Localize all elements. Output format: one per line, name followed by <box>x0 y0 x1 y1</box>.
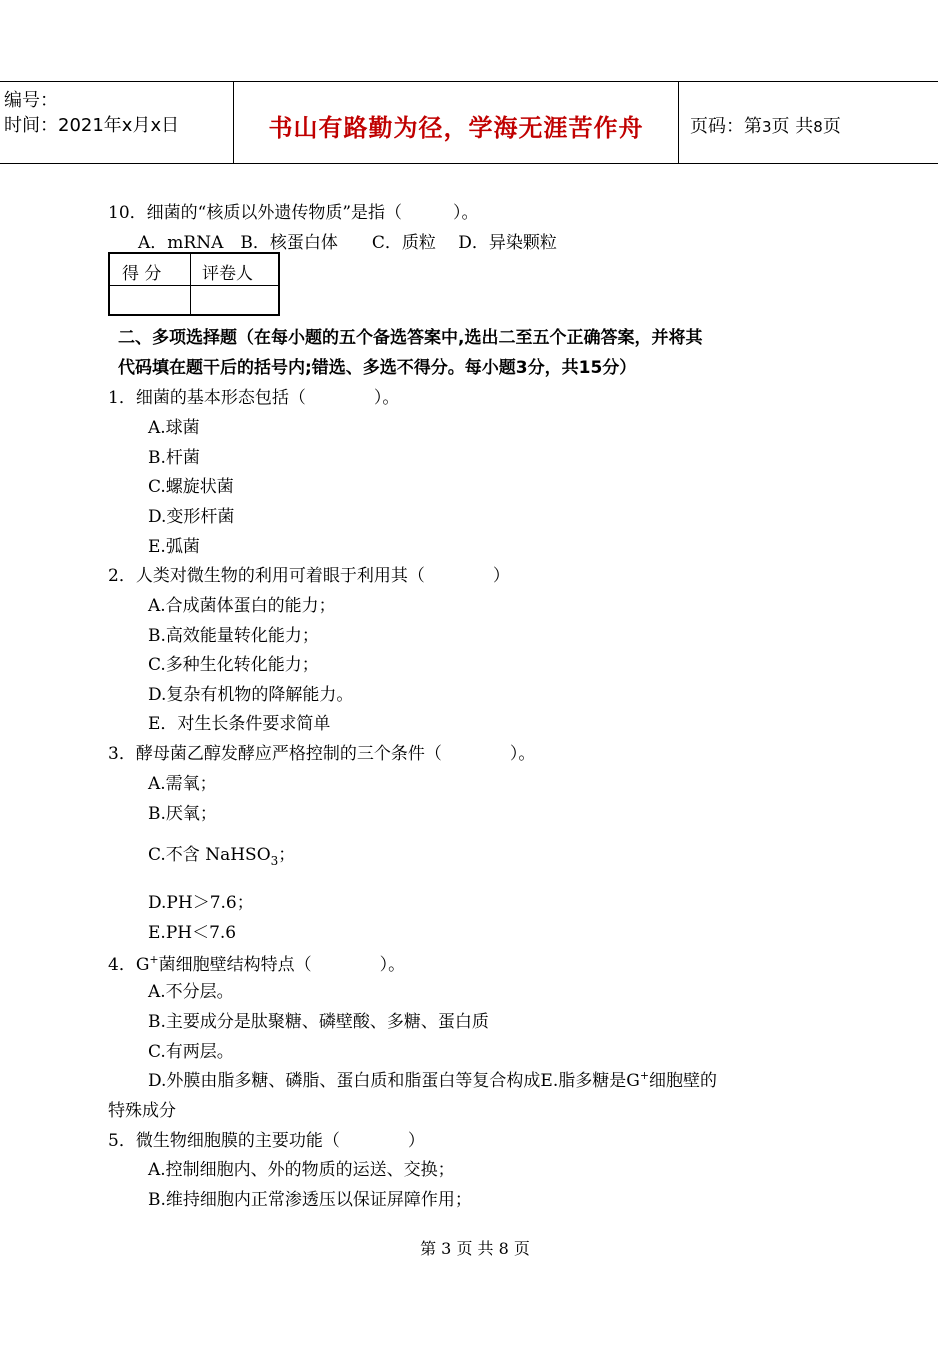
q3-option-b: B.厌氧； <box>148 804 217 824</box>
header-divider-right <box>678 82 679 163</box>
score-box <box>108 252 280 316</box>
q3-option-c <box>148 840 295 868</box>
q1-option-d: D.变形杆菌 <box>148 507 235 527</box>
grader-label: 评卷人 <box>202 264 253 284</box>
q4-option-d <box>148 1066 717 1091</box>
q1-stem: 1．细菌的基本形态包括（ ）。 <box>108 388 400 408</box>
page-suffix: 页 <box>822 116 841 137</box>
q2-option-d: D.复杂有机物的降解能力。 <box>148 685 354 705</box>
page-total: 8 <box>813 118 823 136</box>
header-page-number <box>690 112 841 138</box>
q2-option-a: A.合成菌体蛋白的能力； <box>148 596 336 616</box>
q10-stem: 10．细菌的“核质以外遗传物质”是指（ ）。 <box>108 203 479 223</box>
page-footer: 第 3 页 共 8 页 <box>420 1239 530 1258</box>
score-label: 得 分 <box>122 264 162 284</box>
q1-option-e: E.弧菌 <box>148 537 200 557</box>
q5-stem: 5．微生物细胞膜的主要功能（ ） <box>108 1131 425 1151</box>
q3-option-c-subscript: 3 <box>270 854 279 868</box>
q2-option-b: B.高效能量转化能力； <box>148 626 319 646</box>
q4-option-d-post: 细胞壁的 <box>649 1071 718 1091</box>
q4-option-a: A.不分层。 <box>148 982 234 1002</box>
page-num: 3 <box>762 118 772 136</box>
page-header <box>0 81 938 164</box>
q1-option-c: C.螺旋状菌 <box>148 477 234 497</box>
q3-option-e: E.PH＜7.6 <box>148 923 237 943</box>
q2-option-c: C.多种生化转化能力； <box>148 655 319 675</box>
header-meta <box>4 88 179 138</box>
section2-title-line1: 二、多项选择题（在每小题的五个备选答案中,选出二至五个正确答案，并将其 <box>118 328 703 348</box>
q5-option-b: B.维持细胞内正常渗透压以保证屏障作用； <box>148 1190 472 1210</box>
q10-options: A．mRNA B．核蛋白体 C．质粒 D．异染颗粒 <box>138 233 557 253</box>
score-box-col-divider <box>190 254 191 314</box>
q4-stem-pre: 4．G <box>108 955 150 975</box>
q1-option-a: A.球菌 <box>148 418 200 438</box>
q3-option-c-text: C.不含 NaHSO <box>148 845 271 865</box>
page-mid: 页 共 <box>771 116 814 137</box>
q4-stem <box>108 950 405 975</box>
q4-stem-sup: + <box>149 953 159 966</box>
q4-option-c: C.有两层。 <box>148 1042 234 1062</box>
q4-option-d-continued: 特殊成分 <box>108 1101 176 1121</box>
q4-option-b: B.主要成分是肽聚糖、磷壁酸、多糖、蛋白质 <box>148 1012 489 1032</box>
q2-stem: 2．人类对微生物的利用可着眼于利用其（ ） <box>108 566 510 586</box>
time-label: 时间：2021年x月x日 <box>4 115 180 136</box>
q3-stem: 3．酵母菌乙醇发酵应严格控制的三个条件（ ）。 <box>108 744 536 764</box>
q4-stem-post: 菌细胞壁结构特点（ ）。 <box>158 955 406 975</box>
page-prefix: 页码：第 <box>690 116 762 137</box>
q3-option-d: D.PH＞7.6； <box>148 893 254 913</box>
section2-title-line2: 代码填在题干后的括号内;错选、多选不得分。每小题3分，共15分） <box>118 358 637 378</box>
header-motto: 书山有路勤为径，学海无涯苦作舟 <box>268 114 644 142</box>
q1-option-b: B.杆菌 <box>148 448 200 468</box>
q5-option-a: A.控制细胞内、外的物质的运送、交换； <box>148 1160 455 1180</box>
q3-option-a: A.需氧； <box>148 774 217 794</box>
q2-option-e: E．对生长条件要求简单 <box>148 714 331 734</box>
q4-option-d-sup: + <box>639 1069 650 1082</box>
q3-option-c-end: ； <box>278 845 296 865</box>
q4-option-d-pre: D.外膜由脂多糖、磷脂、蛋白质和脂蛋白等复合构成E.脂多糖是G <box>148 1071 640 1091</box>
code-label: 编号： <box>4 90 58 111</box>
